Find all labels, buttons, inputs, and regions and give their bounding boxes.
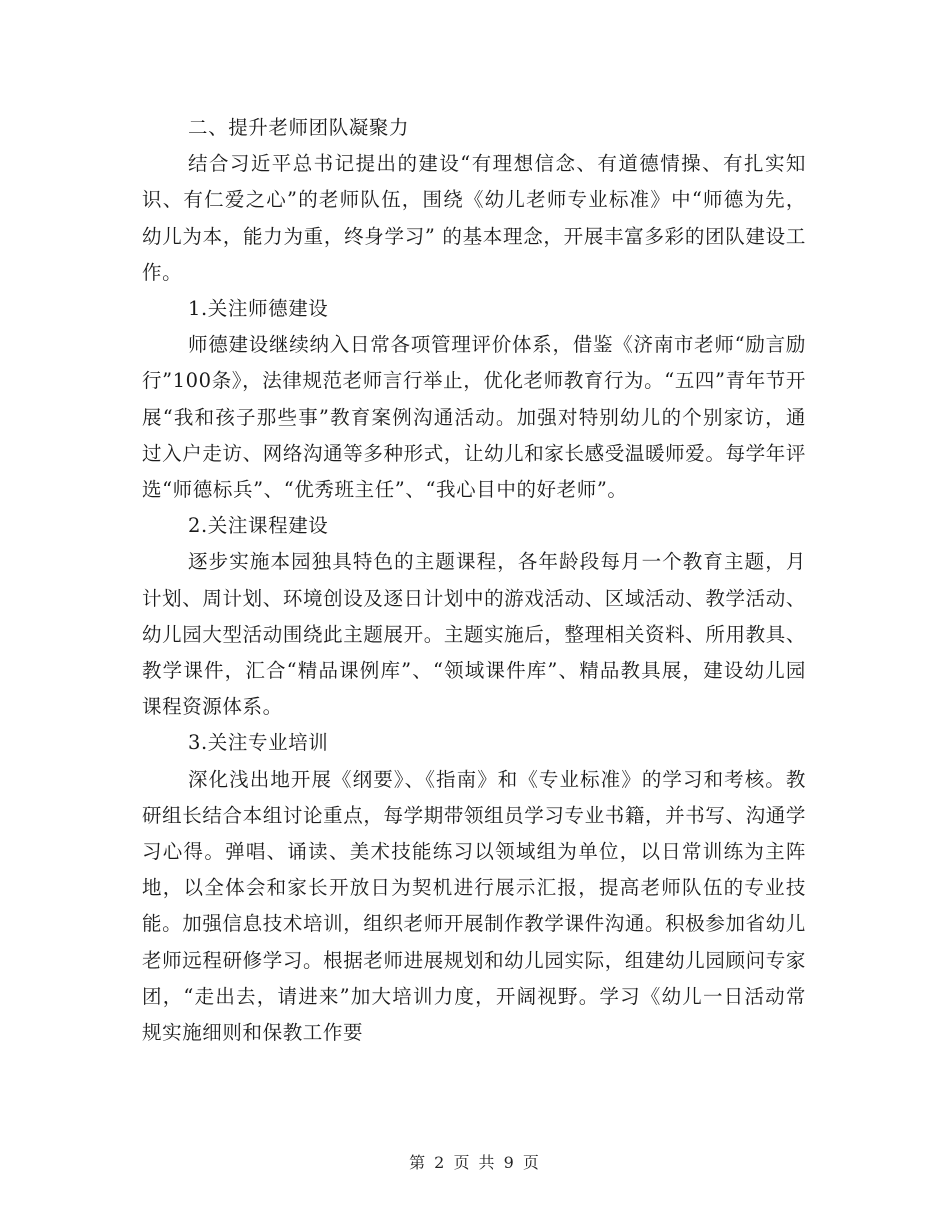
subsection-heading: 3.关注专业培训 (188, 731, 329, 755)
subsection-heading: 1.关注师德建设 (188, 297, 329, 321)
body-paragraph: 逐步实施本园独具特色的主题课程，各年龄段每月一个教育主题，月计划、周计划、环境创设及逐日计划中的游戏活动、区域活动、教学活动、幼儿园大型活动围绕此主题展开。主题实施后，整理相关资料、所用教具、教学课件，汇合“精品课例库”、“领域课件库”、精品教具展，建设幼儿园课程资源体系。 (142, 550, 806, 719)
section-heading: 二、提升老师团队凝聚力 (188, 116, 410, 139)
body-paragraph: 结合习近平总书记提出的建设“有理想信念、有道德情操、有扎实知识、有仁爱之心”的老师队伍，围绕《幼儿老师专业标准》中“师德为先，幼儿为本，能力为重，终身学习” 的基本理念，开展丰富多彩的团队建设工作。 (142, 152, 806, 284)
body-paragraph: 师德建设继续纳入日常各项管理评价体系，借鉴《济南市老师“励言励行”100条》，法律规范老师言行举止，优化老师教育行为。“五四”青年节开展“我和孩子那些事”教育案例沟通活动。加强对特别幼儿的个别家访，通过入户走访、网络沟通等多种形式，让幼儿和家长感受温暖师爱。每学年评选“师德标兵”、“优秀班主任”、“我心目中的好老师”。 (142, 333, 806, 502)
document-body (142, 110, 806, 1051)
page-number-footer: 第 2 页 共 9 页 (409, 1153, 541, 1172)
subsection-heading: 2.关注课程建设 (188, 514, 329, 538)
body-paragraph: 深化浅出地开展《纲要》、《指南》和《专业标准》的学习和考核。教研组长结合本组讨论重点，每学期带领组员学习专业书籍，并书写、沟通学习心得。弹唱、诵读、美术技能练习以领域组为单位，以日常训练为主阵地，以全体会和家长开放日为契机进行展示汇报，提高老师队伍的专业技能。加强信息技术培训，组织老师开展制作教学课件沟通。积极参加省幼儿老师远程研修学习。根据老师进展规划和幼儿园实际，组建幼儿园顾问专家团，“走出去，请进来”加大培训力度，开阔视野。学习《幼儿一日活动常规实施细则和保教工作要 (142, 767, 806, 1045)
